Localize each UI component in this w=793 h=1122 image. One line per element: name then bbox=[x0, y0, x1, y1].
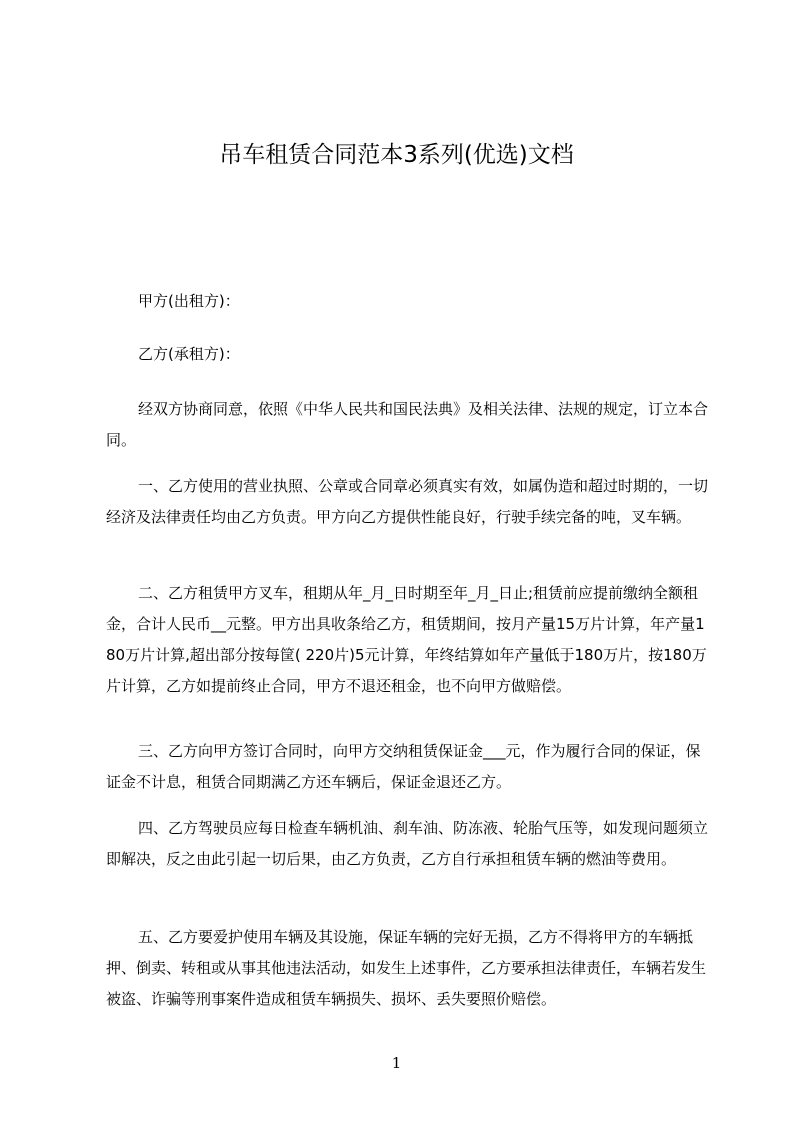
clause-4: 四、乙方驾驶员应每日检查车辆机油、刹车油、防冻液、轮胎气压等，如发现问题须立即解决，反之由此引起一切后果，由乙方负责，乙方自行承担租赁车辆的燃油等费用。 bbox=[106, 819, 709, 868]
party-b-line: 乙方(承租方)： bbox=[138, 345, 240, 363]
clause-2: 二、乙方租赁甲方叉车，租期从年_月_日时期至年_月_日止;租赁前应提前缴纳全额租金，合计人民币__元整。甲方出具收条给乙方，租赁期间，按月产量15万片计算，年产量180万片计算,超出部分按每筐( 220片)5元计算，年终结算如年产量低于180万片，按180万片计算，乙方如提前终止合同，甲方不退还租金，也不向甲方做赔偿。 bbox=[106, 584, 707, 695]
page-number: 1 bbox=[391, 1054, 402, 1072]
clause-1: 一、乙方使用的营业执照、公章或合同章必须真实有效，如属伪造和超过时期的，一切经济及法律责任均由乙方负责。甲方向乙方提供性能良好，行驶手续完备的吨，叉车辆。 bbox=[106, 477, 709, 526]
clause-5: 五、乙方要爱护使用车辆及其设施，保证车辆的完好无损，乙方不得将甲方的车辆抵押、倒卖、转租或从事其他违法活动，如发生上述事件，乙方要承担法律责任，车辆若发生被盗、诈骗等刑事案件造成租赁车辆损失、损坏、丢失要照价赔偿。 bbox=[106, 928, 707, 1008]
clause-3: 三、乙方向甲方签订合同时，向甲方交纳租赁保证金___元，作为履行合同的保证，保证金不计息，租赁合同期满乙方还车辆后，保证金退还乙方。 bbox=[106, 742, 701, 791]
document-title: 吊车租赁合同范本3系列(优选)文档 bbox=[219, 142, 574, 168]
intro-paragraph: 经双方协商同意，依照《中华人民共和国民法典》及相关法律、法规的规定，订立本合同。 bbox=[106, 400, 709, 449]
party-a-line: 甲方(出租方)： bbox=[138, 292, 240, 310]
